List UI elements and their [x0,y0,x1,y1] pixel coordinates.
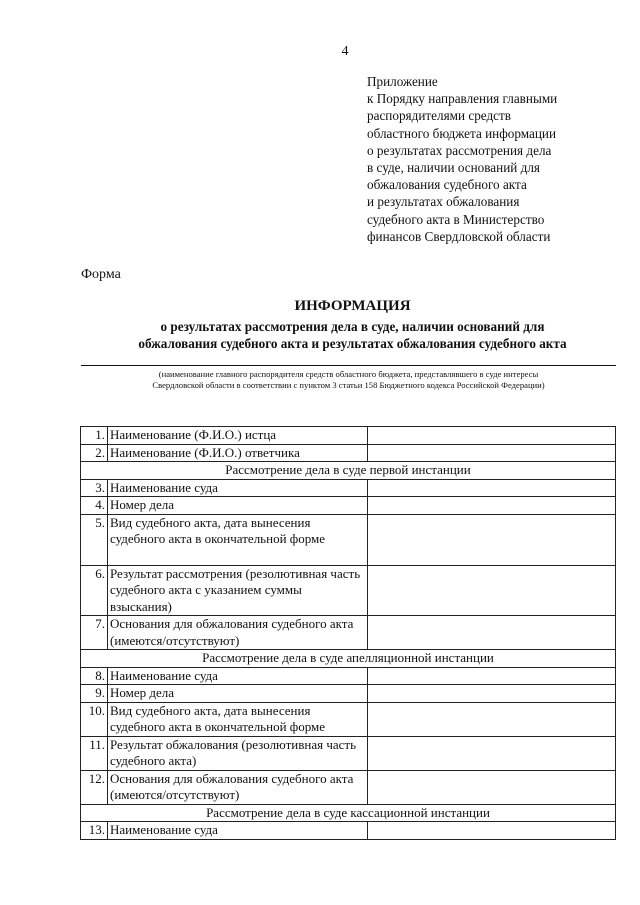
row-number: 9. [81,685,108,703]
row-number: 1. [81,427,108,445]
value-cell[interactable] [368,685,616,703]
row-label: Основания для обжалования судебного акта (имеются/отсутствуют) [108,770,368,804]
appendix-line: распорядителями средств [367,108,512,124]
value-cell[interactable] [368,822,616,840]
appendix-block [367,73,607,245]
value-cell[interactable] [368,616,616,650]
table-row [81,616,616,650]
value-cell[interactable] [368,667,616,685]
section-heading: Рассмотрение дела в суде кассационной инстанции [81,804,616,822]
row-number: 11. [81,736,108,770]
value-cell[interactable] [368,736,616,770]
info-table [80,426,616,840]
row-label: Результат рассмотрения (резолютивная часть судебного акта с указанием суммы взыскания) [108,565,368,616]
table-row [81,427,616,445]
appendix-line: областного бюджета информации [367,125,557,141]
appendix-line: обжалования судебного акта [367,177,527,193]
table-row [81,736,616,770]
table-row [81,565,616,616]
row-number: 13. [81,822,108,840]
row-number: 2. [81,444,108,462]
row-number: 12. [81,770,108,804]
value-cell[interactable] [368,514,616,565]
row-label: Номер дела [108,497,368,515]
row-label: Результат обжалования (резолютивная часть судебного акта) [108,736,368,770]
value-cell[interactable] [368,444,616,462]
table-row [81,667,616,685]
row-number: 5. [81,514,108,565]
row-label: Наименование (Ф.И.О.) ответчика [108,444,368,462]
table-row [81,514,616,565]
document-subtitle [60,318,640,352]
appendix-line: о результатах рассмотрения дела [367,142,552,158]
row-number: 7. [81,616,108,650]
row-label: Наименование (Ф.И.О.) истца [108,427,368,445]
appendix-line: судебного акта в Министерство [367,211,545,227]
row-label: Наименование суда [108,667,368,685]
value-cell[interactable] [368,565,616,616]
value-cell[interactable] [368,479,616,497]
row-number: 3. [81,479,108,497]
value-cell[interactable] [368,770,616,804]
appendix-line: и результатах обжалования [367,194,520,210]
table-row [81,444,616,462]
note-line: Свердловской области в соответствии с пунктом 3 статьи 158 Бюджетного кодекса Российской Федерации) [152,380,545,390]
row-number: 6. [81,565,108,616]
table-row [81,497,616,515]
value-cell[interactable] [368,702,616,736]
row-label: Вид судебного акта, дата вынесения судебного акта в окончательной форме [108,514,368,565]
table-row [81,770,616,804]
appendix-line: финансов Свердловской области [367,228,551,244]
table-row [81,479,616,497]
section-row [81,462,616,480]
table-row [81,685,616,703]
table-row [81,702,616,736]
document-title: ИНФОРМАЦИЯ [294,298,411,314]
fill-in-line [81,365,616,366]
table-row [81,822,616,840]
row-label: Номер дела [108,685,368,703]
value-cell[interactable] [368,497,616,515]
row-label: Наименование суда [108,822,368,840]
appendix-line: Приложение [367,74,438,89]
form-label: Форма [81,267,121,282]
subtitle-line: о результатах рассмотрения дела в суде, наличии оснований для [160,319,545,334]
fill-in-note [81,369,616,391]
section-heading: Рассмотрение дела в суде первой инстанции [81,462,616,480]
section-row [81,804,616,822]
appendix-line: к Порядку направления главными [367,91,558,107]
section-row [81,650,616,668]
row-label: Наименование суда [108,479,368,497]
row-label: Основания для обжалования судебного акта (имеются/отсутствуют) [108,616,368,650]
row-number: 10. [81,702,108,736]
subtitle-line: обжалования судебного акта и результатах обжалования судебного акта [138,336,567,351]
value-cell[interactable] [368,427,616,445]
section-heading: Рассмотрение дела в суде апелляционной инстанции [81,650,616,668]
note-line: (наименование главного распорядителя средств областного бюджета, представлявшего в суде интересы [158,369,539,379]
page-number: 4 [341,44,349,59]
row-number: 8. [81,667,108,685]
row-number: 4. [81,497,108,515]
row-label: Вид судебного акта, дата вынесения судебного акта в окончательной форме [108,702,368,736]
appendix-line: в суде, наличии оснований для [367,160,540,176]
